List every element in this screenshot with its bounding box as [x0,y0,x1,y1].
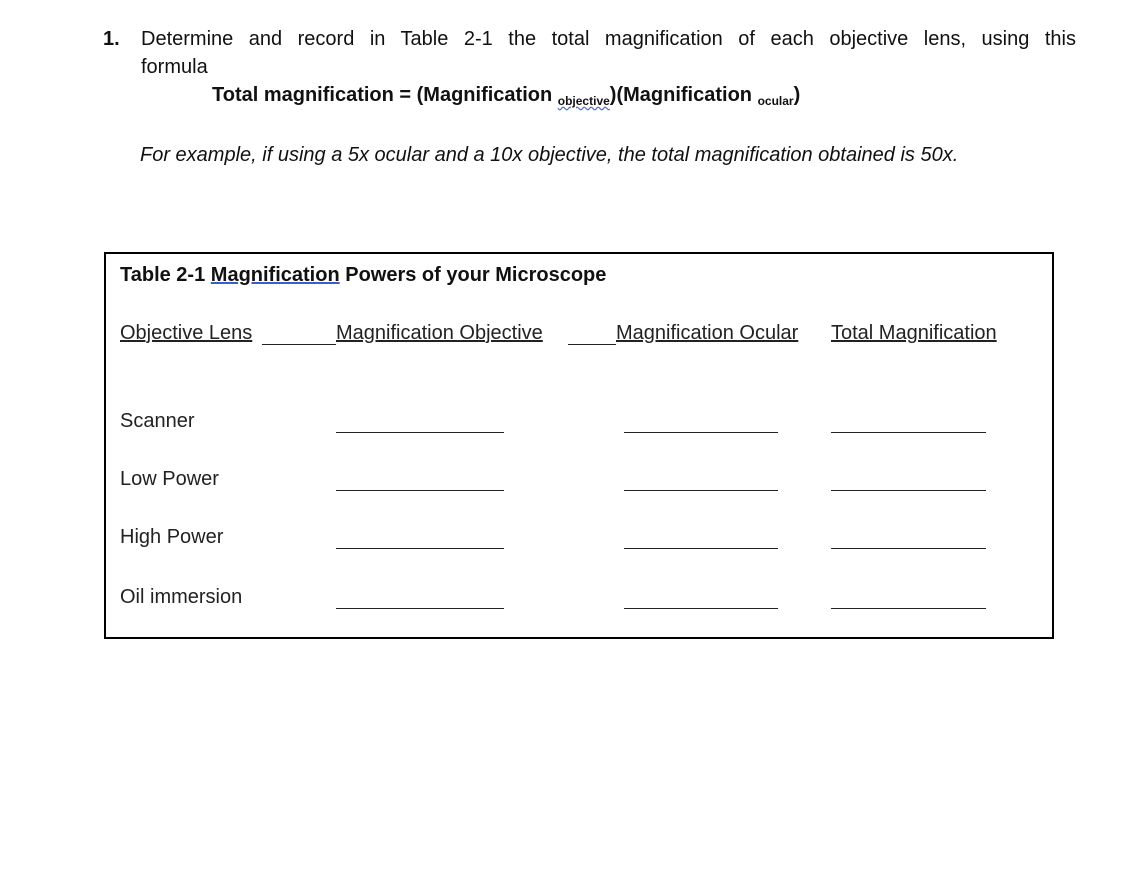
row-label-scanner: Scanner [120,410,195,432]
example-text: For example, if using a 5x ocular and a 10x objective, the total magnification obtained is 50x. [140,144,959,166]
blank-high-power-total[interactable] [831,548,986,549]
table-title-prefix: Table 2-1 [120,264,211,286]
blank-scanner-objective[interactable] [336,432,504,433]
table-title [120,264,606,287]
blank-oil-immersion-total[interactable] [831,608,986,609]
blank-high-power-objective[interactable] [336,548,504,549]
column-header-magnification-objective: Magnification Objective [336,322,543,344]
magnification-formula [212,84,800,107]
row-label-oil-immersion: Oil immersion [120,586,243,608]
table-title-suffix: Powers of your Microscope [339,264,607,286]
blank-low-power-objective[interactable] [336,490,504,491]
formula-middle: )(Magnification [609,84,758,106]
magnification-table-box [104,252,1054,639]
row-label-high-power: High Power [120,526,224,548]
formula-subscript-ocular: ocular [757,94,794,108]
blank-scanner-total[interactable] [831,432,986,433]
formula-subscript-objective: objective [557,94,610,108]
question-number: 1. [103,28,120,50]
blank-oil-immersion-objective[interactable] [336,608,504,609]
blank-oil-immersion-ocular[interactable] [624,608,778,609]
formula-prefix: Total magnification = (Magnification [212,84,558,106]
row-label-low-power: Low Power [120,468,219,490]
blank-low-power-ocular[interactable] [624,490,778,491]
column-header-magnification-ocular: Magnification Ocular [616,322,799,344]
blank-low-power-total[interactable] [831,490,986,491]
blank-high-power-ocular[interactable] [624,548,778,549]
column-header-total-magnification: Total Magnification [831,322,997,344]
column-header-objective-lens: Objective Lens [120,322,253,344]
question-text-line2: formula [141,56,208,78]
blank-scanner-ocular[interactable] [624,432,778,433]
formula-suffix: ) [793,84,801,106]
header-underline-filler [262,344,336,345]
table-title-spellcheck: Magnification [210,264,340,286]
question-text-line1: Determine and record in Table 2-1 the total magnification of each objective lens, using this [141,28,1076,50]
header-underline-filler [568,344,616,345]
